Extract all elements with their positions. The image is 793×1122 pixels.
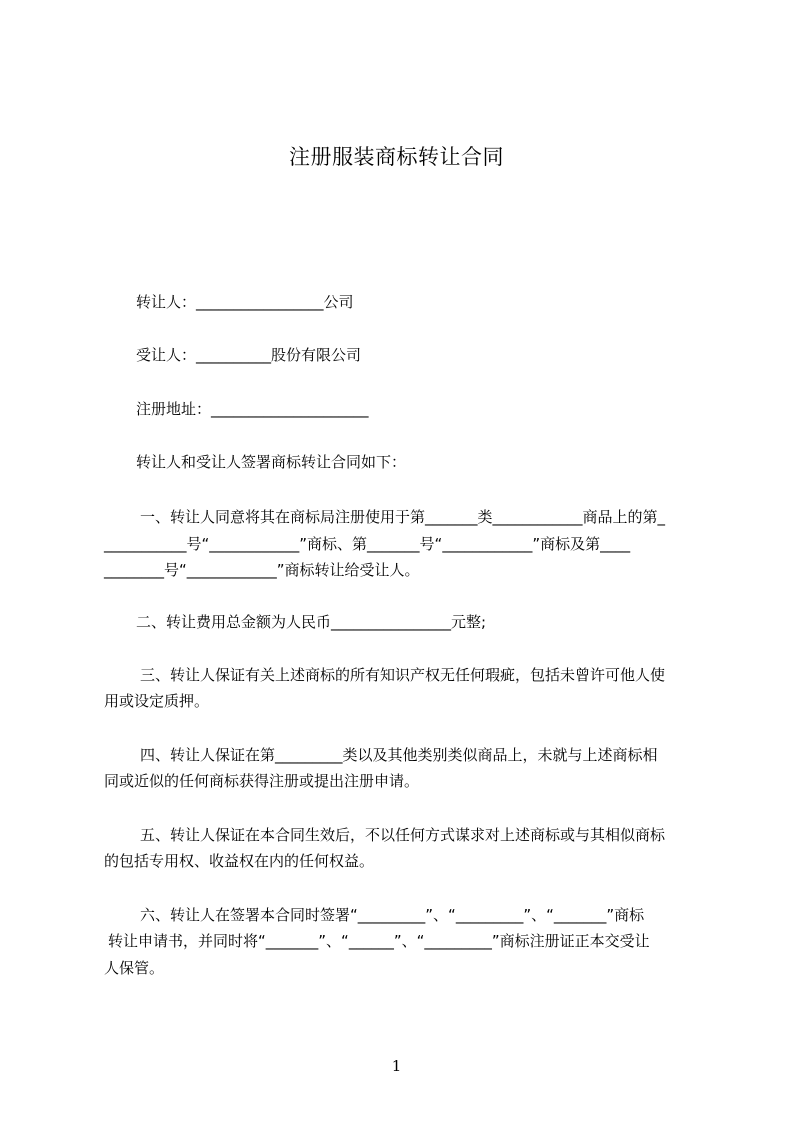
clause-1-line-3: ________号“____________”商标转让给受让人。: [104, 561, 420, 579]
clause-5-line-2: 的包括专用权、收益权在内的任何权益。: [104, 852, 375, 870]
clause-2: 二、转让费用总金额为人民币________________元整;: [136, 613, 487, 631]
clause-6-line-1: 六、转让人在签署本合同时签署“_________”、“_________”、“_______”商标: [140, 906, 645, 924]
clause-4-line-1: 四、转让人保证在第_________类以及其他类别类似商品上，未就与上述商标相: [140, 746, 658, 764]
transferee-line: 受让人：__________股份有限公司: [136, 346, 362, 364]
clause-5-line-1: 五、转让人保证在本合同生效后，不以任何方式谋求对上述商标或与其相似商标: [140, 826, 666, 844]
clause-6-line-3: 人保管。: [104, 959, 165, 977]
page-number: 1: [391, 1057, 402, 1075]
clause-3-line-1: 三、转让人保证有关上述商标的所有知识产权无任何瑕疵，包括未曾许可他人使: [140, 666, 666, 684]
document-title: 注册服装商标转让合同: [289, 145, 504, 169]
clause-4-line-2: 同或近似的任何商标获得注册或提出注册申请。: [104, 772, 420, 790]
clause-6-line-2: 转让申请书，并同时将“_______”、“______”、“_________”商标注册证正本交受让: [108, 932, 650, 950]
contract-intro: 转让人和受让人签署商标转让合同如下：: [136, 453, 407, 471]
transferor-line: 转让人：_________________公司: [136, 293, 354, 311]
clause-3-line-2: 用或设定质押。: [104, 692, 210, 710]
clause-1-line-2: ___________号“____________”商标、第_______号“____________”商标及第____: [104, 535, 631, 553]
registered-address-line: 注册地址：_____________________: [136, 400, 369, 418]
clause-1-line-1: 一、转让人同意将其在商标局注册使用于第_______类____________商品上的第_: [140, 508, 666, 526]
